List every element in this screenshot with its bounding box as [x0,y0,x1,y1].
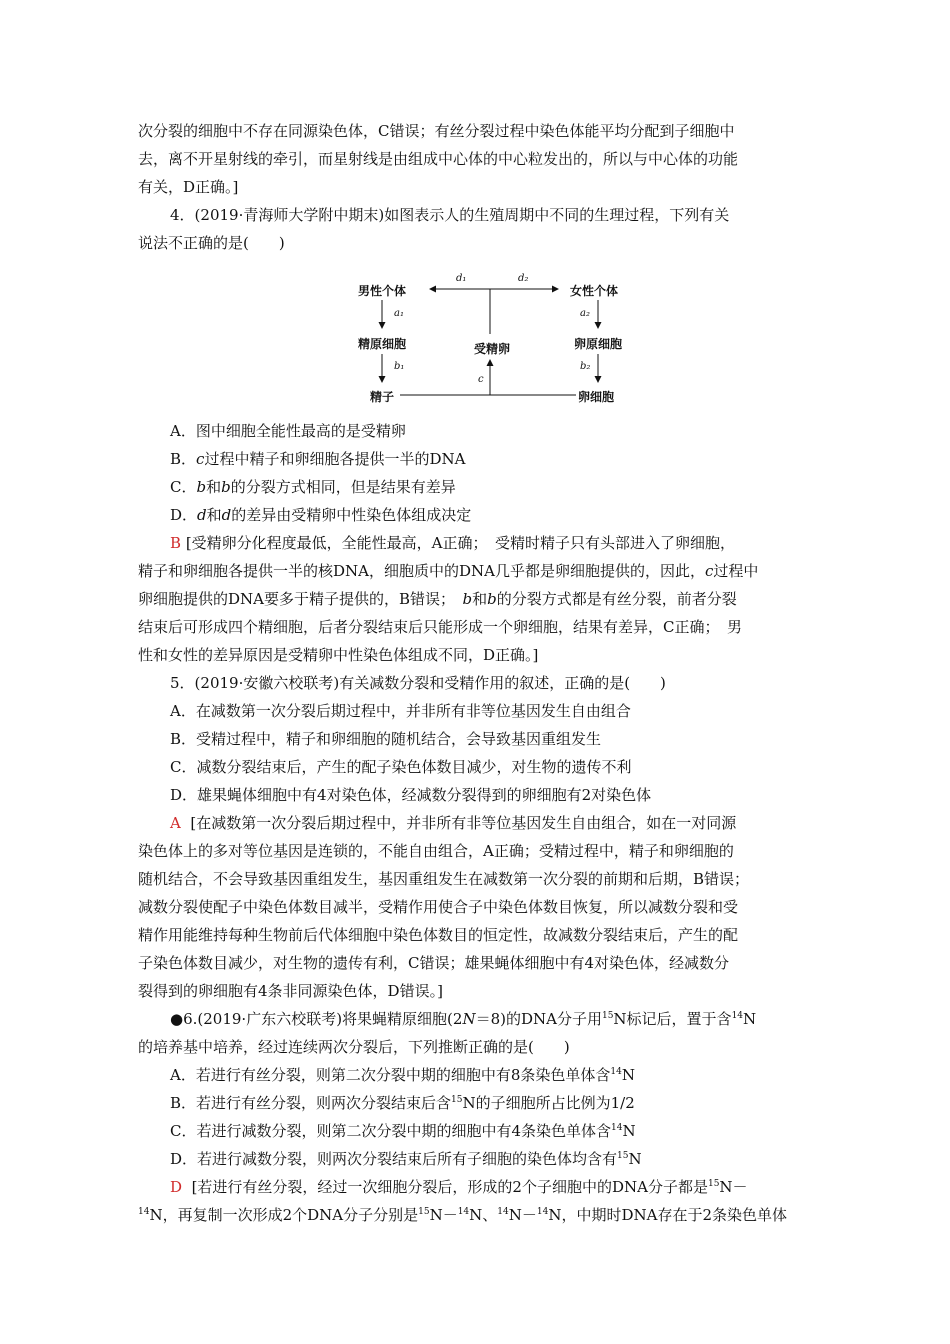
male-label: 男性个体 [358,284,407,298]
q5-explanation-line-3: 随机结合，不会导致基因重组发生，基因重组发生在减数第一次分裂的前期和后期，B错误； [138,870,750,888]
q6-stem-line-2: 的培养基中培养，经过连续两次分裂后，下列推断正确的是( ) [138,1038,570,1056]
q5-explanation-line-7: 裂得到的卵细胞有4条非同源染色体，D错误。] [138,982,443,1000]
superscript: 15 [707,1179,720,1189]
label-a1: a₁ [394,308,404,319]
explanation-text: N、 [469,1206,498,1224]
var-b: b [487,590,497,608]
q6-option-b [170,1090,635,1116]
q4-option-a: A．图中细胞全能性最高的是受精卵 [170,422,406,440]
stem-text: N标记后，置于含 [613,1010,732,1028]
opt-prefix: C． [170,478,197,496]
superscript: 15 [617,1151,629,1161]
label-c: c [478,374,484,385]
stem-text: ＝8)的DNA分子用 [475,1010,602,1028]
var-c: c [196,450,205,468]
q4-option-b [170,446,465,472]
opt-prefix: D． [170,506,198,524]
superscript: 14 [611,1123,623,1133]
var-b: b [221,478,231,496]
explanation-text: N，中期时DNA存在于2条染色单体 [548,1206,787,1224]
var-d: d [197,506,207,524]
explanation-text: 卵细胞提供的DNA要多于精子提供的，B错误； [138,590,463,608]
explanation-text: [受精卵分化程度最低，全能性最高，A正确； 受精时精子只有头部进入了卵细胞， [185,534,736,552]
q6-answer: D [170,1178,183,1196]
sperm-label: 精子 [370,390,395,404]
superscript: 14 [610,1067,622,1077]
superscript: 14 [497,1207,509,1217]
superscript: 15 [601,1011,614,1021]
label-d2: d₂ [518,273,529,284]
explanation-text: 和 [472,590,488,608]
explanation-text: 过程中 [713,562,759,580]
q6-option-a [170,1062,635,1088]
q4-answer: B [170,534,182,552]
q5-explanation-line-2: 染色体上的多对等位基因是连锁的，不能自由组合，A正确；受精过程中，精子和卵细胞的 [138,842,734,860]
spermatogonium-label: 精原细胞 [358,337,407,351]
opt-text: C．若进行减数分裂，则第二次分裂中期的细胞中有4条染色单体含 [170,1122,612,1140]
opt-text: D．若进行减数分裂，则两次分裂结束后所有子细胞的染色体均含有 [170,1150,618,1168]
label-d1: d₁ [456,273,467,284]
q6-explanation-line-2 [138,1202,787,1228]
superscript: 14 [536,1207,549,1217]
var-c: c [704,562,714,580]
opt-text: 和 [206,478,222,496]
egg-label: 卵细胞 [578,390,615,404]
q4-option-d [170,502,471,528]
q4-explanation-line-4: 结束后可形成四个精细胞，后者分裂结束后只能形成一个卵细胞，结果有差异，C正确； 男 [138,618,742,636]
q5-explanation-line-5: 精作用能维持每种生物前后代体细胞中染色体数目的恒定性，故减数分裂结束后，产生的配 [138,926,739,944]
opt-text: 的差异由受精卵中性染色体组成决定 [231,506,472,524]
q6-option-d [170,1146,642,1172]
opt-text: N [621,1066,635,1084]
q5-explanation-line-1 [170,810,736,836]
label-b2: b₂ [580,361,591,372]
opt-text: 过程中精子和卵细胞各提供一半的DNA [204,450,466,468]
female-label: 女性个体 [570,284,619,298]
opt-text: B．若进行有丝分裂，则两次分裂结束后含 [170,1094,452,1112]
opt-text: N [622,1122,636,1140]
stem-text: ●6.(2019·广东六校联考)将果蝇精原细胞(2 [170,1010,463,1028]
q5-explanation-line-4: 减数分裂使配子中染色体数目减半，受精作用使合子中染色体数目恢复，所以减数分裂和受 [138,898,739,916]
zygote-label: 受精卵 [474,342,511,356]
q5-option-c: C．减数分裂结束后，产生的配子染色体数目减少，对生物的遗传不利 [170,758,632,776]
q5-answer: A [170,814,181,832]
superscript: 14 [457,1207,470,1217]
q6-explanation-line-1 [170,1174,748,1200]
var-d: d [221,506,232,524]
reproduction-cycle-diagram [350,272,630,412]
q6-option-c [170,1118,636,1144]
var-b: b [196,478,207,496]
opt-prefix: B． [170,450,197,468]
q6-stem-line-1 [170,1006,756,1032]
opt-text: 和 [206,506,222,524]
explanation-text: [在减数第一次分裂后期过程中，并非所有非等位基因发生自由组合，如在一对同源 [190,814,737,832]
opt-text: N [628,1150,642,1168]
explanation-text: [若进行有丝分裂，经过一次细胞分裂后，形成的2个子细胞中的DNA分子都是 [191,1178,708,1196]
q5-option-b: B．受精过程中，精子和卵细胞的随机结合，会导致基因重组发生 [170,730,602,748]
q5-stem: 5．(2019·安徽六校联考)有关减数分裂和受精作用的叙述，正确的是( ) [170,674,666,692]
stem-text: N [743,1010,757,1028]
explanation-text: N，再复制一次形成2个DNA分子分别是 [149,1206,419,1224]
q4-option-c [170,474,456,500]
superscript: 14 [731,1011,744,1021]
q5-explanation-line-6: 子染色体数目减少，对生物的遗传有利，C错误；雄果蝇体细胞中有4对染色体，经减数分 [138,954,730,972]
intro-line-1: 次分裂的细胞中不存在同源染色体，C错误；有丝分裂过程中染色体能平均分配到子细胞中 [138,122,735,140]
explanation-text: N－ [508,1206,537,1224]
superscript: 15 [451,1095,463,1105]
q4-explanation-line-3 [138,586,737,612]
label-b1: b₁ [394,361,405,372]
q4-explanation-line-2 [138,558,758,584]
opt-text: N的子细胞所占比例为1/2 [462,1094,635,1112]
superscript: 15 [418,1207,430,1217]
intro-line-3: 有关，D正确。] [138,178,239,196]
q4-stem-line-2: 说法不正确的是( ) [138,234,285,252]
q4-explanation-line-5: 性和女性的差异原因是受精卵中性染色体组成不同，D正确。] [138,646,539,664]
q4-stem-line-1: 4．(2019·青海师大学附中期末)如图表示人的生殖周期中不同的生理过程，下列有关 [170,206,730,224]
explanation-text: N－ [719,1178,748,1196]
label-a2: a₂ [580,308,590,319]
opt-text: 的分裂方式相同，但是结果有差异 [230,478,456,496]
oogonium-label: 卵原细胞 [574,337,623,351]
var-n: N [462,1010,476,1028]
superscript: 14 [138,1207,150,1217]
explanation-text: 的分裂方式都是有丝分裂，前者分裂 [496,590,737,608]
opt-text: A．若进行有丝分裂，则第二次分裂中期的细胞中有8条染色单体含 [170,1066,611,1084]
q5-option-d: D．雄果蝇体细胞中有4对染色体，经减数分裂得到的卵细胞有2对染色体 [170,786,652,804]
q5-option-a: A．在减数第一次分裂后期过程中，并非所有非等位基因发生自由组合 [170,702,631,720]
explanation-text: 精子和卵细胞各提供一半的核DNA，细胞质中的DNA几乎都是卵细胞提供的，因此， [138,562,705,580]
var-b: b [462,590,473,608]
q4-explanation-line-1 [170,530,735,556]
intro-line-2: 去，离不开星射线的牵引，而星射线是由组成中心体的中心粒发出的，所以与中心体的功能 [138,150,739,168]
explanation-text: N－ [429,1206,458,1224]
